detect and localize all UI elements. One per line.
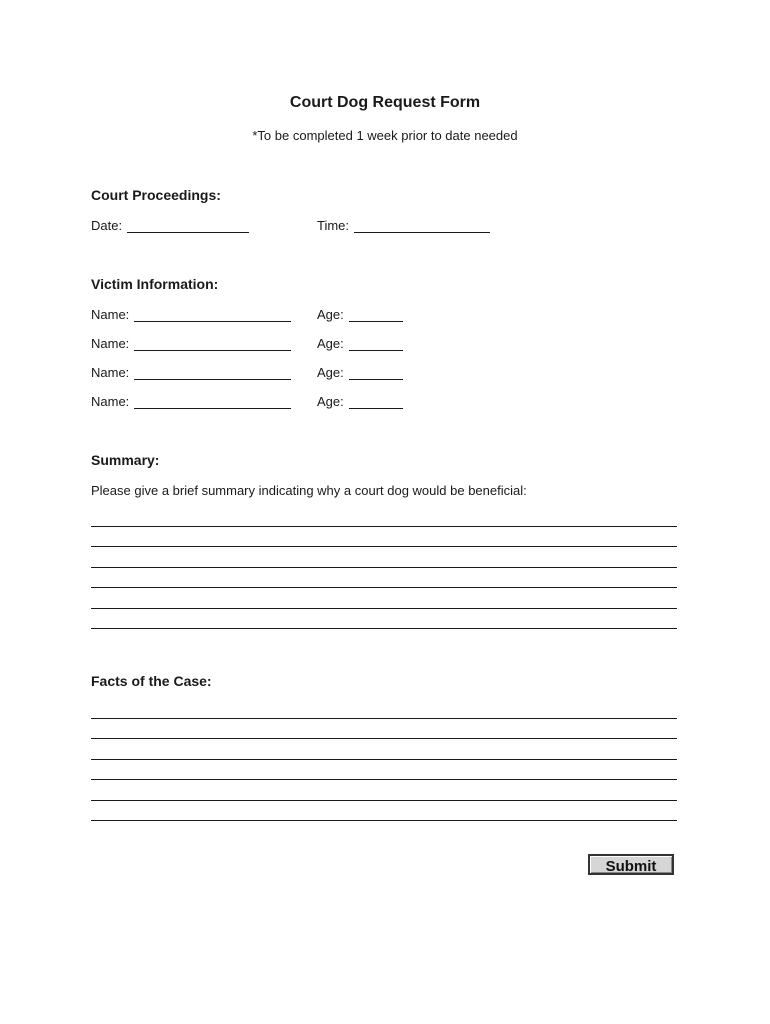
summary-line[interactable] — [91, 526, 677, 527]
victim-age-blank[interactable] — [349, 338, 403, 351]
summary-line[interactable] — [91, 608, 677, 609]
victim-name-blank[interactable] — [134, 367, 291, 380]
victim-name-blank[interactable] — [134, 309, 291, 322]
summary-prompt: Please give a brief summary indicating why a court dog would be beneficial: — [91, 483, 527, 498]
victim-name-field[interactable] — [91, 365, 291, 380]
time-blank[interactable] — [354, 220, 490, 233]
victim-name-label: Name: — [91, 307, 130, 322]
date-label: Date: — [91, 218, 123, 233]
victim-name-blank[interactable] — [134, 338, 291, 351]
victim-age-label: Age: — [317, 307, 344, 322]
victim-age-field[interactable] — [317, 307, 403, 322]
summary-line[interactable] — [91, 546, 677, 547]
court-proceedings-heading: Court Proceedings: — [91, 187, 221, 203]
victim-age-field[interactable] — [317, 394, 403, 409]
victim-age-label: Age: — [317, 336, 344, 351]
victim-name-label: Name: — [91, 394, 130, 409]
form-title: Court Dog Request Form — [289, 94, 481, 111]
victim-name-label: Name: — [91, 336, 130, 351]
facts-line[interactable] — [91, 800, 677, 801]
victim-age-field[interactable] — [317, 365, 403, 380]
victim-age-blank[interactable] — [349, 309, 403, 322]
form-subtitle: *To be completed 1 week prior to date needed — [252, 128, 518, 143]
time-field[interactable] — [317, 218, 490, 233]
victim-age-blank[interactable] — [349, 367, 403, 380]
victim-name-label: Name: — [91, 365, 130, 380]
victim-name-field[interactable] — [91, 394, 291, 409]
facts-line[interactable] — [91, 759, 677, 760]
facts-line[interactable] — [91, 718, 677, 719]
victim-age-field[interactable] — [317, 336, 403, 351]
victim-age-label: Age: — [317, 394, 344, 409]
victim-information-heading: Victim Information: — [91, 276, 219, 292]
summary-heading: Summary: — [91, 452, 160, 468]
victim-name-field[interactable] — [91, 307, 291, 322]
date-field[interactable] — [91, 218, 249, 233]
victim-age-blank[interactable] — [349, 396, 403, 409]
date-blank[interactable] — [127, 220, 249, 233]
facts-heading: Facts of the Case: — [91, 673, 212, 689]
summary-line[interactable] — [91, 628, 677, 629]
facts-line[interactable] — [91, 779, 677, 780]
victim-name-field[interactable] — [91, 336, 291, 351]
victim-name-blank[interactable] — [134, 396, 291, 409]
facts-line[interactable] — [91, 738, 677, 739]
submit-button[interactable]: Submit — [588, 854, 674, 875]
victim-age-label: Age: — [317, 365, 344, 380]
time-label: Time: — [317, 218, 350, 233]
facts-line[interactable] — [91, 820, 677, 821]
summary-line[interactable] — [91, 567, 677, 568]
summary-line[interactable] — [91, 587, 677, 588]
